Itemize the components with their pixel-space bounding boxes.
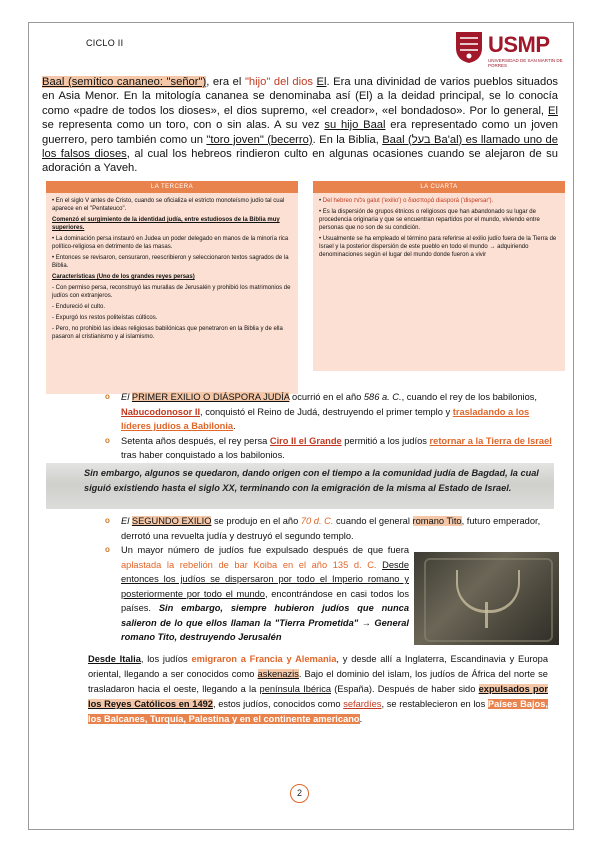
list-item: - Expurgó los restos politeístas cúlticos. — [52, 315, 158, 321]
list-item: • Entonces se revisaron, censuraron, reescribieron y seleccionaron textos sagrados de la Biblia. — [52, 255, 289, 269]
usmp-logo — [454, 28, 566, 76]
stone-banner — [46, 463, 554, 509]
box-title: LA TERCERA — [46, 181, 298, 193]
list-item: • En el siglo V antes de Cristo, cuando se oficializa el estricto monoteísmo judío tal cual aparece en el "Pentateuco". — [52, 198, 285, 212]
list-item: Comenzó el surgimiento de la identidad judía, entre estudiosos de la Biblia muy superiores. — [52, 217, 280, 231]
course-label: CICLO II — [86, 38, 124, 48]
arch-of-titus-photo — [414, 552, 559, 645]
box-la-cuarta — [313, 181, 565, 371]
list-item: o Un mayor número de judíos fue expulsado después de que fuera aplastada la rebelión de bar Koiba en el año 135 d. C. Desde entonces los judíos se dispersaron por todo el Imperio romano y posteriormente por todo el mundo, encontrándose en casi todos los países. Sin embargo, siempre hubieron judíos que nunca salieron de lo que ellos llaman la "Tierra Prometida" → General romano Tito, destruyendo Jerusalén — [105, 543, 409, 645]
intro-paragraph: Baal (semítico cananeo: "señor"), era el "hijo" del dios El. Era una divinidad de varios pueblos situados en Asia Menor. En la mitología cananea se denominaba así (El) a la deidad principal, se lo conocía como «padre de todos los dioses», el dios supremo, «el creador», «el bondadoso». Por lo general, El se representa como un toro, con o sin alas. A su vez su hijo Baal era representado como un joven guerrero, pero también como un "toro joven" (becerro). En la Biblia, Baal (בעל Ba'al) es llamado uno de los falsos dioses, al cual los hebreos rindieron culto en algunas ocasiones cuando se alejaron de su adoración a Yaveh. — [42, 76, 559, 175]
brand-motto: UNIVERSIDAD DE SAN MARTIN DE PORRES — [488, 58, 563, 68]
banner-text: Sin embargo, algunos se quedaron, dando origen con el tiempo a la comunidad judía de Bagdad, la cual siguió existiendo hasta el siglo XX, terminando con la emigración de la misma al Estado de Israel. — [84, 468, 539, 493]
list-item: Características (Uno de los grandes reyes persas) — [52, 274, 195, 280]
bullet-segundo-exilio — [105, 514, 555, 543]
list-item: o El SEGUNDO EXILIO se produjo en el año 70 d. C. cuando el general romano Tito, futuro emperador, derrotó una revuelta judía y destruyó el segundo templo. — [105, 514, 555, 543]
box-la-tercera — [46, 181, 298, 394]
closing-paragraph: Desde Italia, los judíos emigraron a Francia y Alemania, y desde allí a Inglaterra, Escandinavia y Europa oriental, llegando a ser conocidos como askenazis. Bajo el dominio del islam, los judíos de África del norte se trasladaron hacia el oeste, llegando a la península Ibérica (España). Después de haber sido expulsados por los Reyes Católicos en 1492, estos judíos, conocidos como sefardíes, se restablecieron en los Países Bajos, los Balcanes, Turquía, Palestina y en el continente americano. — [88, 654, 548, 724]
list-item: • La dominación persa instauró en Judea un poder delegado en manos de la minoría rica político-religiosa en detrimento de las masas. — [52, 236, 289, 250]
list-item: • Usualmente se ha empleado el término para referirse al exilio judío fuera de la Tierra de Israel y la posterior dispersión de este pueblo en todo el mundo → adquiriendo denominaciones según el lugar del mundo donde fueron a vivir — [319, 236, 557, 258]
bullet-list-exilios — [105, 390, 555, 463]
list-item: - Endureció el culto. — [52, 304, 106, 310]
list-item: o Setenta años después, el rey persa Ciro II el Grande permitió a los judíos retornar a la Tierra de Israel tras haber conquistado a los babilonios. — [105, 434, 555, 463]
list-item: - Con permiso persa, reconstruyó las murallas de Jerusalén y prohibió los matrimonios de judíos con extranjeros. — [52, 285, 291, 299]
list-item: - Pero, no prohibió las ideas religiosas babilónicas que penetraron en la Biblia y de ella pasaron al cristianismo y al islamismo. — [52, 326, 283, 340]
box-title: LA CUARTA — [313, 181, 565, 193]
list-item: • Es la dispersión de grupos étnicos o religiosos que han abandonado su lugar de procedencia originaria y que se encuentran repartidos por el mundo, viviendo entre personas que no son de su condición. — [319, 209, 540, 231]
brand-name: USMP — [488, 32, 550, 57]
list-item: • Del hebreo גלות galut ('exilio') o διασπορά diasporá ('dispersar'). — [319, 198, 494, 204]
bullet-expulsion — [105, 543, 409, 645]
list-item: o El PRIMER EXILIO O DIÁSPORA JUDÍA ocurrió en el año 586 a. C., cuando el rey de los babilonios, Nabucodonosor II, conquistó el Reino de Judá, destruyendo el primer templo y trasladando a los líderes judíos a Babilonia. — [105, 390, 555, 434]
crest-icon — [454, 30, 484, 64]
page-number: 2 — [290, 784, 309, 803]
